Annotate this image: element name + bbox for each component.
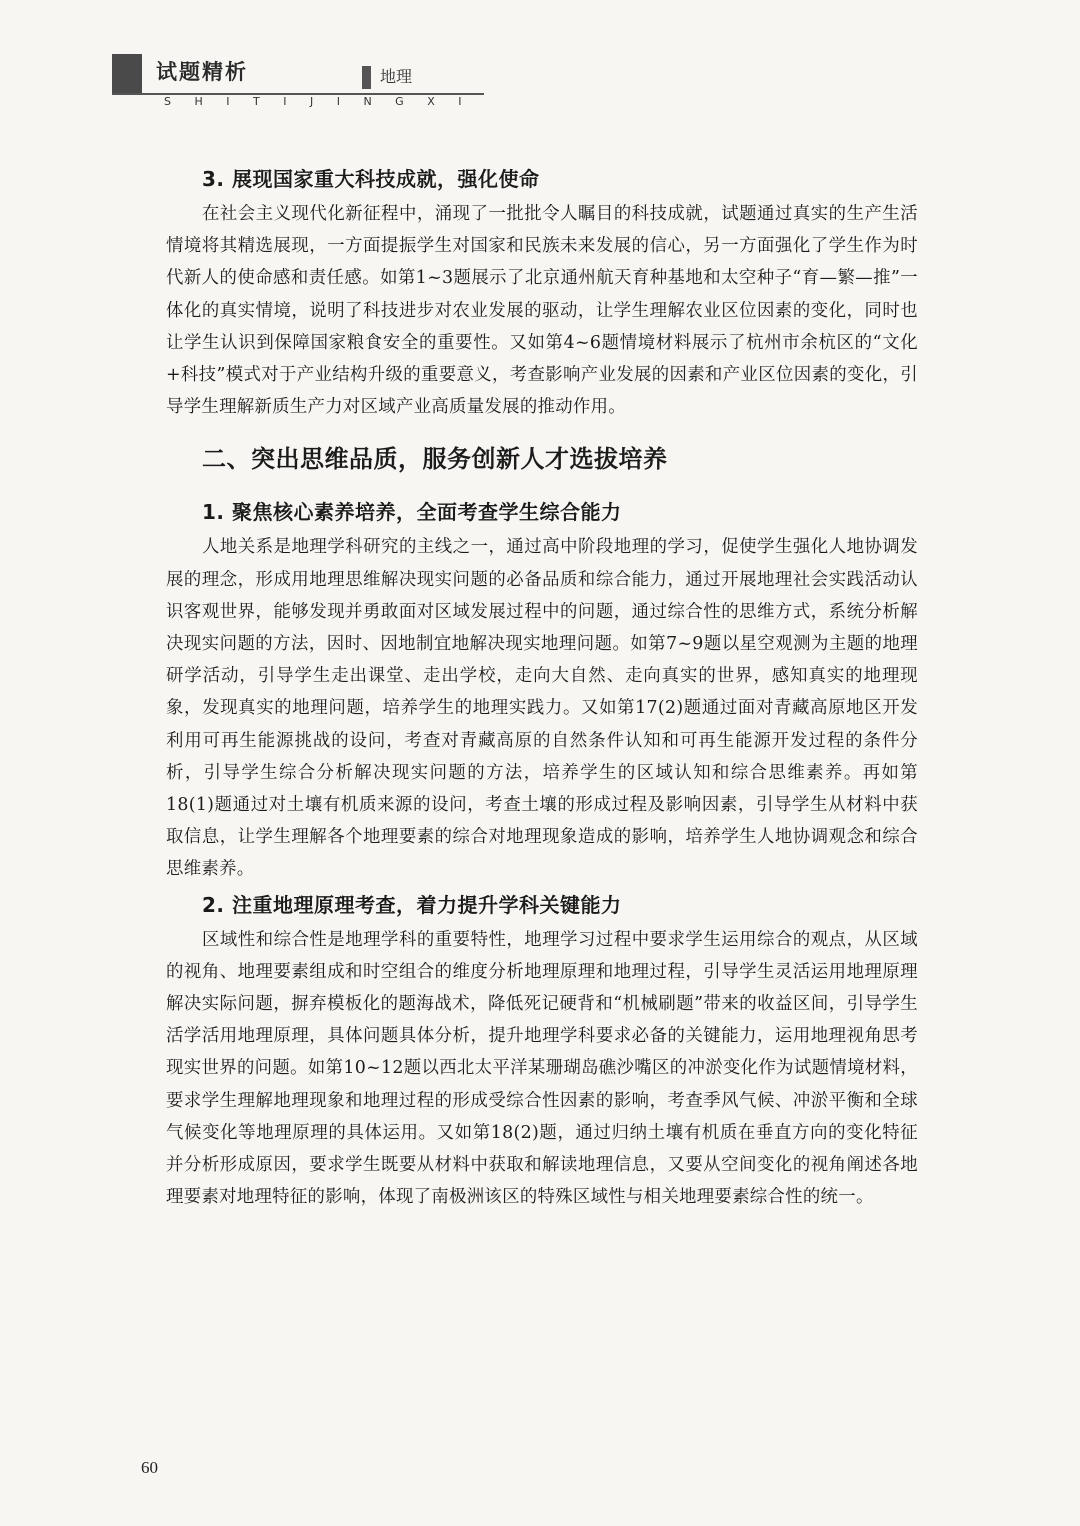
chapter-heading: 二、突出思维品质，服务创新人才选拔培养 xyxy=(202,445,668,474)
header-pinyin: SHITIJINGXI xyxy=(164,95,485,108)
header-block-mark xyxy=(112,54,142,94)
section-heading: 2. 注重地理原理考查，着力提升学科关键能力 xyxy=(202,892,622,917)
article-body xyxy=(166,160,918,1213)
section-heading: 1. 聚焦核心素养培养，全面考查学生综合能力 xyxy=(202,500,622,525)
section-heading: 3. 展现国家重大科技成就，强化使命 xyxy=(202,167,540,191)
running-header xyxy=(112,50,484,110)
header-title: 试题精析 xyxy=(156,60,248,84)
paragraph: 区域性和综合性是地理学科的重要特性，地理学习过程中要求学生运用综合的观点，从区域的视角、地理要素组成和时空组合的维度分析地理原理和地理过程，引导学生灵活运用地理原理解决实际问题，摒弃模板化的题海战术，降低死记硬背和“机械刷题”带来的收益区间，引导学生活学活用地理原理，具体问题具体分析，提升地理学科要求必备的关键能力，运用地理视角思考现实世界的问题。如第10~12题以西北太平洋某珊瑚岛礁沙嘴区的冲淤变化作为试题情境材料，要求学生理解地理现象和地理过程的形成受综合性因素的影响，考查季风气候、冲淤平衡和全球气候变化等地理原理的具体运用。又如第18(2)题，通过归纳土壤有机质在垂直方向的变化特征并分析形成原因，要求学生既要从材料中获取和解读地理信息，又要从空间变化的视角阐述各地理要素对地理特征的影响，体现了南极洲该区的特殊区域性与相关地理要素综合性的统一。 xyxy=(166,929,918,1208)
paragraph: 在社会主义现代化新征程中，涌现了一批批令人瞩目的科技成就，试题通过真实的生产生活情境将其精选展现，一方面提振学生对国家和民族未来发展的信心，另一方面强化了学生作为时代新人的使命感和责任感。如第1~3题展示了北京通州航天育种基地和太空种子“育—繁—推”一体化的真实情境，说明了科技进步对农业发展的驱动，让学生理解农业区位因素的变化，同时也让学生认识到保障国家粮食安全的重要性。又如第4~6题情境材料展示了杭州市余杭区的“文化+科技”模式对于产业结构升级的重要意义，考查影响产业发展的因素和产业区位因素的变化，引导学生理解新质生产力对区域产业高质量发展的推动作用。 xyxy=(166,204,918,418)
header-divider-mark xyxy=(362,66,371,89)
paragraph: 人地关系是地理学科研究的主线之一，通过高中阶段地理的学习，促使学生强化人地协调发展的理念，形成用地理思维解决现实问题的必备品质和综合能力，通过开展地理社会实践活动认识客观世界，能够发现并勇敢面对区域发展过程中的问题，通过综合性的思维方式，系统分析解决现实问题的方法，因时、因地制宜地解决现实地理问题。如第7~9题以星空观测为主题的地理研学活动，引导学生走出课堂、走出学校，走向大自然、走向真实的世界，感知真实的地理现象，发现真实的地理问题，培养学生的地理实践力。又如第17(2)题通过面对青藏高原地区开发利用可再生能源挑战的设问，考查对青藏高原的自然条件认知和可再生能源开发过程的条件分析，引导学生综合分析解决现实问题的方法，培养学生的区域认知和综合思维素养。再如第18(1)题通过对土壤有机质来源的设问，考查土壤的形成过程及影响因素，引导学生从材料中获取信息，让学生理解各个地理要素的综合对地理现象造成的影响，培养学生人地协调观念和综合思维素养。 xyxy=(166,537,918,880)
page-number: 60 xyxy=(141,1458,158,1477)
header-subject: 地理 xyxy=(380,67,413,86)
